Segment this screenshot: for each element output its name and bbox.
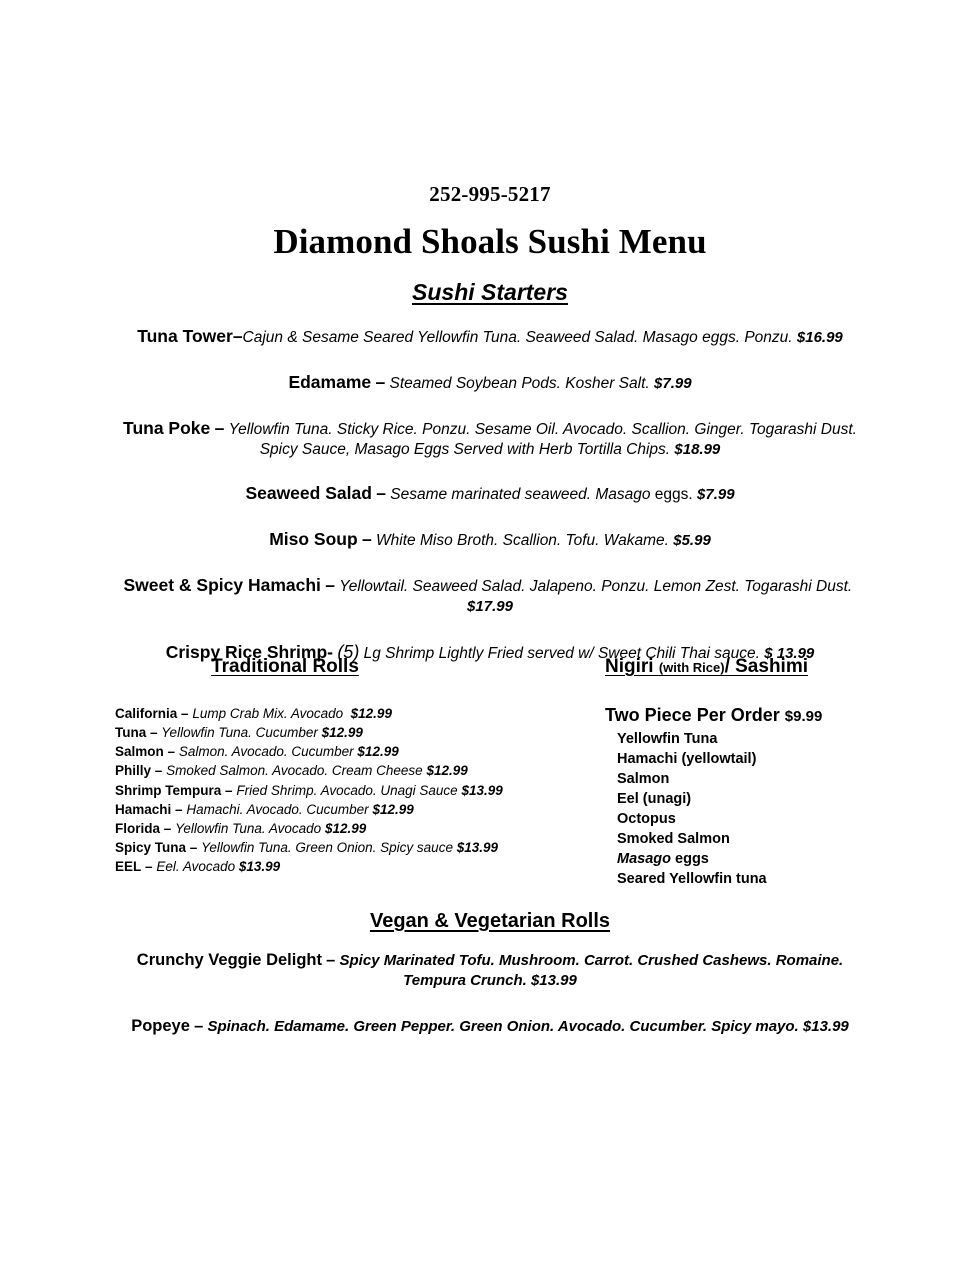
item-dash: –: [181, 706, 189, 721]
item-name: Edamame: [288, 371, 372, 392]
item-dash: –: [361, 529, 372, 550]
item-description: Hamachi. Avocado. Cucumber: [186, 801, 369, 817]
item-name: Crunchy Veggie Delight: [136, 951, 322, 969]
item-dash: –: [325, 575, 335, 596]
item-description: Salmon. Avocado. Cucumber: [178, 744, 354, 760]
section-heading-sushi-starters: [0, 279, 980, 306]
item-description: Yellowfin Tuna. Avocado: [175, 820, 322, 836]
item-price: $18.99: [674, 440, 721, 458]
roll-item-tuna: [115, 723, 535, 742]
item-name: Seaweed Salad: [245, 483, 372, 504]
item-name: Hamachi: [115, 801, 172, 817]
item-price: $17.99: [467, 598, 513, 615]
menu-item-tuna-poke: [110, 418, 870, 460]
roll-item-california: [115, 704, 535, 723]
item-name: Crispy Rice Shrimp-: [165, 641, 333, 662]
menu-title: Diamond Shoals Sushi Menu: [273, 222, 707, 261]
menu-item-edamame: [110, 372, 870, 394]
item-name: Tuna Poke: [123, 417, 211, 438]
vegan-rolls-label: Vegan & Vegetarian Rolls: [369, 910, 611, 932]
item-dash: –: [326, 951, 336, 969]
item-name: Philly: [115, 763, 152, 779]
item-dash: –: [232, 326, 243, 346]
item-name: California: [115, 706, 178, 721]
item-name: Spicy Tuna: [115, 840, 187, 856]
nigiri-order-price-line: [605, 704, 935, 727]
item-description: Eel. Avocado: [156, 859, 236, 875]
item-name: Miso Soup: [269, 529, 358, 550]
vegan-item-popeye: [110, 1016, 870, 1037]
item-price: $12.99: [324, 820, 367, 836]
traditional-rolls-label: Traditional Rolls: [211, 656, 359, 677]
sushi-starters-list: [110, 326, 870, 664]
item-name: Tuna: [115, 725, 147, 741]
roll-item-florida: [115, 819, 535, 838]
item-description: Sesame marinated seaweed. Masago: [390, 486, 651, 504]
item-name: Popeye: [131, 1017, 190, 1036]
item-price: $13.99: [456, 840, 499, 856]
item-quantity: (5): [337, 641, 360, 662]
item-name: Salmon: [115, 744, 164, 760]
item-price: $7.99: [654, 374, 692, 392]
menu-item-miso-soup: [110, 529, 870, 551]
vegan-rolls-list: [110, 950, 870, 1063]
order-price: $9.99: [784, 708, 823, 725]
sushi-starters-label: Sushi Starters: [412, 279, 568, 305]
nigiri-item-masago-eggs: [605, 849, 935, 869]
item-name: Tuna Tower: [137, 326, 233, 346]
item-description: Spinach. Edamame. Green Pepper. Green Onion. Avocado. Cucumber. Spicy mayo. $13.99: [207, 1018, 849, 1036]
item-description: Yellowtail. Seaweed Salad. Jalapeno. Ponzu. Lemon Zest. Togarashi Dust.: [339, 578, 853, 596]
item-dash: –: [189, 840, 198, 856]
item-description: Yellowfin Tuna. Cucumber: [161, 725, 318, 741]
eggs-label: eggs: [675, 851, 709, 868]
item-description: Yellowfin Tuna. Sticky Rice. Ponzu. Sesame Oil. Avocado. Scallion. Ginger. Togarashi Dust. Spicy Sauce, Masago Eggs Served with Herb Tortilla Chips.: [228, 420, 857, 458]
item-price: $16.99: [796, 329, 843, 346]
nigiri-label: Nigiri: [605, 656, 654, 677]
item-description: Lump Crab Mix. Avocado: [192, 706, 344, 721]
item-dash: –: [167, 744, 176, 760]
item-dash: –: [376, 483, 386, 504]
nigiri-item-hamachi: Hamachi (yellowtail): [617, 751, 757, 768]
item-dash: –: [163, 820, 172, 836]
roll-item-salmon: [115, 742, 535, 761]
menu-item-sweet-spicy-hamachi: [110, 575, 870, 617]
item-description: Yellowfin Tuna. Green Onion. Spicy sauce: [201, 840, 453, 856]
nigiri-with-rice-note: (with Rice): [658, 660, 725, 675]
item-description: White Miso Broth. Scallion. Tofu. Wakame.: [376, 532, 669, 550]
item-description: Smoked Salmon. Avocado. Cream Cheese: [166, 763, 423, 779]
roll-item-philly: [115, 761, 535, 780]
nigiri-item-yellowfin-tuna: Yellowfin Tuna: [617, 731, 718, 748]
item-name: Shrimp Tempura: [115, 782, 222, 798]
item-price: $12.99: [350, 706, 392, 721]
item-description: Spicy Marinated Tofu. Mushroom. Carrot. Crushed Cashews. Romaine. Tempura Crunch. $13.99: [339, 952, 844, 990]
menu-item-seaweed-salad: [110, 483, 870, 505]
item-name: Sweet & Spicy Hamachi: [123, 575, 321, 596]
section-heading-traditional-rolls: [115, 656, 535, 678]
item-price: $13.99: [461, 782, 503, 798]
nigiri-item-octopus: Octopus: [617, 811, 676, 828]
item-price: $12.99: [372, 801, 414, 817]
item-dash: –: [154, 763, 163, 779]
section-heading-vegan-vegetarian-rolls: [0, 910, 980, 933]
restaurant-phone-number: 252-995-5217: [429, 182, 551, 206]
item-description: Cajun & Sesame Seared Yellowfin Tuna. Seaweed Salad. Masago eggs. Ponzu.: [242, 329, 793, 346]
masago-label: Masago: [617, 851, 671, 868]
nigiri-item-eel: Eel (unagi): [617, 791, 692, 808]
nigiri-item-smoked-salmon: Smoked Salmon: [617, 831, 730, 848]
menu-item-tuna-tower: [110, 326, 870, 348]
item-dash: –: [225, 782, 233, 798]
item-dash: –: [194, 1017, 204, 1036]
roll-item-hamachi: [115, 800, 535, 819]
order-label: Two Piece Per Order: [605, 705, 780, 725]
item-price: $ 13.99: [764, 644, 815, 662]
roll-item-spicy-tuna: [115, 838, 535, 857]
item-price: $12.99: [357, 744, 399, 760]
nigiri-item-seared-yellowfin-tuna: Seared Yellowfin tuna: [617, 871, 767, 888]
nigiri-sashimi-column: [605, 656, 935, 889]
item-description: Fried Shrimp. Avocado. Unagi Sauce: [236, 782, 458, 798]
item-dash: –: [214, 417, 225, 438]
item-description: Lg Shrimp Lightly Fried served w/ Sweet Chili Thai sauce.: [363, 644, 760, 662]
item-description-tail: eggs.: [654, 486, 693, 504]
sashimi-label: / Sashimi: [724, 656, 808, 677]
item-price: $5.99: [673, 532, 711, 550]
item-dash: –: [150, 725, 158, 741]
vegan-item-crunchy-veggie-delight: [110, 950, 870, 990]
item-name: EEL: [115, 859, 142, 875]
item-dash: –: [145, 859, 153, 875]
item-price: $7.99: [697, 486, 735, 504]
item-dash: –: [175, 801, 183, 817]
traditional-rolls-column: [115, 656, 535, 876]
item-dash: –: [375, 371, 386, 392]
item-price: $13.99: [238, 859, 281, 875]
section-heading-nigiri-sashimi: [605, 656, 935, 678]
item-name: Florida: [115, 820, 161, 836]
roll-item-eel: [115, 857, 535, 876]
nigiri-item-salmon: Salmon: [617, 771, 670, 788]
item-price: $12.99: [321, 725, 363, 741]
item-description: Steamed Soybean Pods. Kosher Salt.: [389, 374, 650, 392]
item-price: $12.99: [426, 763, 468, 779]
roll-item-shrimp-tempura: [115, 781, 535, 800]
